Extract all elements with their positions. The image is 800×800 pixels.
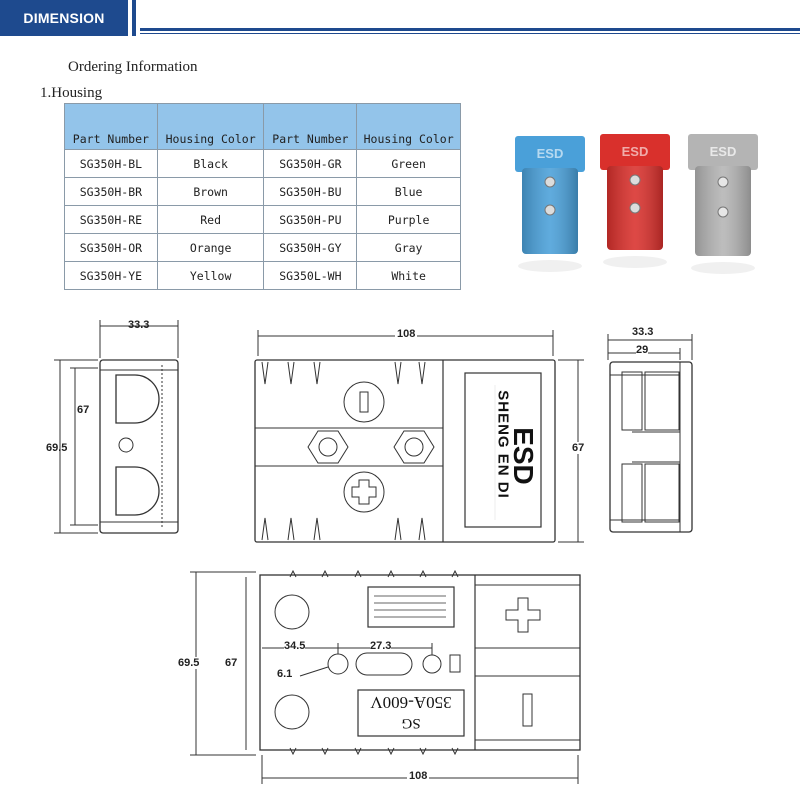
dim-side-height-outer: 69.5 (46, 442, 68, 454)
table-cell: Brown (157, 178, 264, 206)
dim-bottom-height-inner: 67 (225, 657, 238, 669)
table-cell: SG350H-OR (65, 234, 158, 262)
dim-end-width-outer: 33.3 (632, 326, 654, 338)
table-cell: Yellow (157, 262, 264, 290)
table-cell: Orange (157, 234, 264, 262)
end-view (608, 334, 692, 532)
table-cell: SG350H-RE (65, 206, 158, 234)
series-label: SG (401, 715, 421, 731)
dim-end-width-inner: 29 (636, 344, 649, 356)
table-cell: SG350H-GY (264, 234, 357, 262)
col-header-part-number-2: Part Number (264, 104, 357, 150)
table-cell: SG350H-PU (264, 206, 357, 234)
dim-bottom-offset-a: 34.5 (284, 640, 306, 652)
side-view (54, 320, 178, 533)
brand-name-label: SHENG EN DI (494, 390, 512, 499)
table-cell: Gray (357, 234, 461, 262)
dim-bottom-width: 108 (409, 770, 428, 782)
dim-bottom-hole: 6.1 (277, 668, 293, 680)
table-cell: Green (357, 150, 461, 178)
dim-front-height: 67 (572, 442, 585, 454)
dim-bottom-offset-b: 27.3 (370, 640, 392, 652)
bottom-view (190, 571, 580, 784)
table-cell: SG350H-GR (264, 150, 357, 178)
table-cell: SG350H-YE (65, 262, 158, 290)
dim-side-width: 33.3 (128, 319, 150, 331)
table-cell: Black (157, 150, 264, 178)
housing-section-title: 1.Housing (40, 85, 103, 101)
dim-front-width: 108 (397, 328, 416, 340)
svg-text:ESD: ESD (621, 144, 649, 159)
col-header-housing-color: Housing Color (157, 104, 264, 150)
table-cell: Red (157, 206, 264, 234)
table-cell: Purple (357, 206, 461, 234)
table-cell: Blue (357, 178, 461, 206)
brand-logo-mark: ESD (508, 427, 539, 485)
svg-text:ESD: ESD (709, 144, 737, 159)
col-header-part-number: Part Number (65, 104, 158, 150)
table-cell: White (357, 262, 461, 290)
table-cell: SG350L-WH (264, 262, 357, 290)
dim-bottom-height-outer: 69.5 (178, 657, 200, 669)
col-header-housing-color-2: Housing Color (357, 104, 461, 150)
table-cell: SG350H-BL (65, 150, 158, 178)
svg-text:ESD: ESD (536, 146, 564, 161)
ordering-title: Ordering Information (68, 59, 198, 75)
table-cell: SG350H-BU (264, 178, 357, 206)
dim-side-height-inner: 67 (77, 404, 90, 416)
rating-label: 350A-600V (370, 693, 452, 712)
dimension-tab-label: DIMENSION (23, 10, 105, 26)
table-cell: SG350H-BR (65, 178, 158, 206)
